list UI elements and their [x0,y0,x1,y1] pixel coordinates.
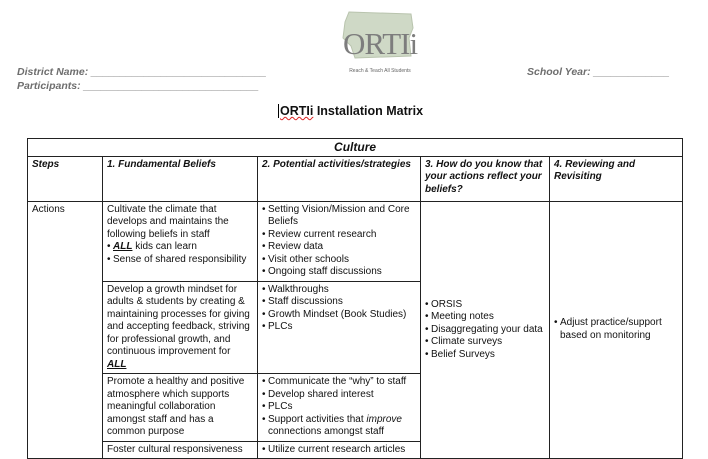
belief-bullet-text: kids can learn [132,241,197,252]
evidence-cell [421,201,550,459]
activities-cell [258,281,421,374]
list-item: • Ongoing staff discussions [262,266,416,279]
list-item: • Adjust practice/support based on monitoring [554,317,678,342]
column-header: 4. Reviewing and Revisiting [550,156,683,201]
section-title: Culture [28,139,683,157]
list-item: • Setting Vision/Mission and Core Beliefs [262,204,416,229]
list-item [262,414,416,439]
activity-text: connections amongst staff [268,426,384,437]
belief-cell: Foster cultural responsiveness [103,441,258,459]
step-label: Actions [28,201,103,459]
activities-cell [258,374,421,442]
installation-matrix-table [27,138,683,459]
list-item: • Communicate the “why” to staff [262,376,416,389]
belief-emphasis: ALL [113,241,133,252]
list-item: • Visit other schools [262,254,416,267]
belief-cell: Promote a healthy and positive atmosphere which supports meaningful collaboration amongst staff and has a common purpose [103,374,258,442]
reviewing-cell [550,201,683,459]
activities-cell [258,201,421,281]
belief-text: Cultivate the climate that develops and maintains the following beliefs in staff [107,203,229,240]
list-item: • Review current research [262,229,416,242]
logo-tagline: Reach & Teach All Students [349,68,411,74]
list-item: • PLCs [262,321,416,334]
activity-text: Support activities that [268,413,367,425]
list-item: • Walkthroughs [262,284,416,297]
column-header: 3. How do you know that your actions reflect your beliefs? [421,156,550,201]
list-item: • Belief Surveys [425,349,545,362]
belief-cell [103,201,258,281]
activity-emphasis: improve [366,413,402,425]
title-rest: Installation Matrix [313,104,424,118]
list-item: • Climate surveys [425,336,545,349]
page-title [278,104,423,118]
list-item: • ORSIS [425,299,545,312]
column-header: Steps [28,156,103,201]
ortii-logo [335,8,425,78]
district-name-field[interactable]: District Name: ______________________________ [17,66,267,78]
participants-field[interactable]: Participants: ______________________________ [17,80,259,92]
list-item: • Staff discussions [262,296,416,309]
column-header-row [28,156,683,201]
list-item: • Disaggregating your data [425,324,545,337]
table-row [28,201,683,281]
list-item: • PLCs [262,401,416,414]
title-brand: ORTIi [280,104,314,118]
logo-wordmark: ORTIi [343,26,418,61]
list-item [107,254,253,267]
column-header: 1. Fundamental Beliefs [103,156,258,201]
list-item: • Growth Mindset (Book Studies) [262,309,416,322]
activities-cell [258,441,421,459]
list-item: • Utilize current research articles [262,444,416,457]
list-item: • Develop shared interest [262,389,416,402]
list-item [107,241,253,254]
belief-cell [103,281,258,374]
text-cursor [278,104,279,118]
belief-bullet-text: Sense of shared responsibility [113,253,247,265]
column-header: 2. Potential activities/strategies [258,156,421,201]
school-year-field[interactable]: School Year: _____________ [527,66,670,78]
belief-text: Develop a growth mindset for adults & students by creating & maintaining processes for giving and accepting feedback, striving for professional growth, and continuous improvement for [107,283,250,357]
belief-emphasis: ALL [107,358,127,370]
belief-bullets [107,241,253,266]
list-item: • Meeting notes [425,311,545,324]
list-item: • Review data [262,241,416,254]
